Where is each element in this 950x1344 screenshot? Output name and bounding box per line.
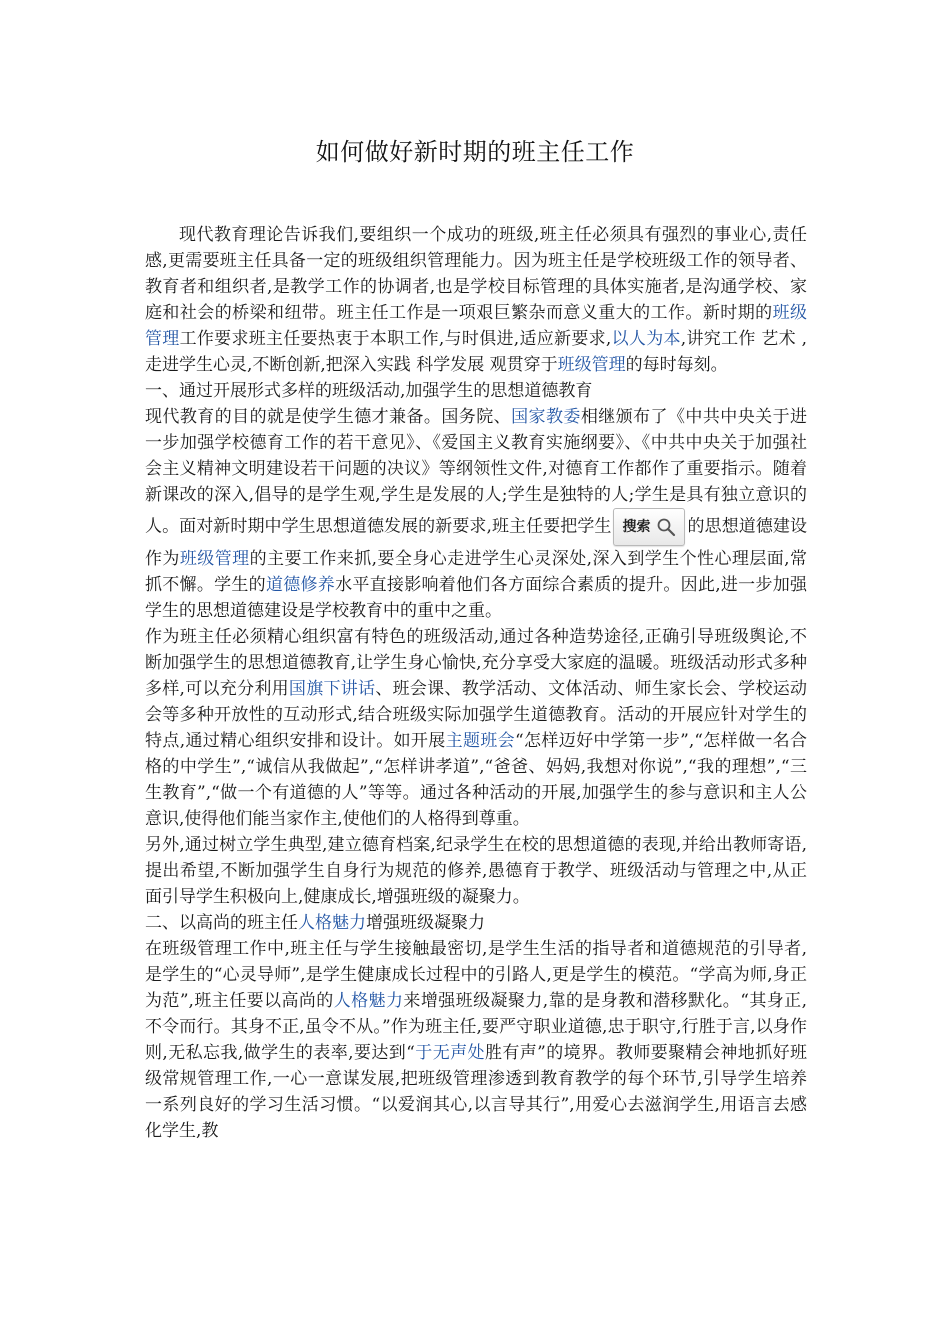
paragraph-charisma [145,936,807,1144]
search-button[interactable] [613,508,685,546]
link-personal-charisma[interactable]: 人格魅力 [298,913,366,933]
text-run: “怎样迈好中学第一步”,“怎样做一名合格的中学生”,“诚信从我做起”,“怎样讲孝道”,“爸爸、妈妈,我想对你说”,“我的理想”,“三生教育”,“做一个有道德的人”等等。通过各种活动的开展,加强学生的参与意识和主人公意识,使得他们能当家作主,使他们的人格得到尊重。 [145,731,808,829]
text-run: 现代教育理论告诉我们,要组织一个成功的班级,班主任必须具有强烈的事业心,责任感,更需要班主任具备一定的班级组织管理能力。因为班主任是学校班级工作的领导者、教育者和组织者,是教学工作的协调者,也是学校目标管理的具体实施者,是沟通学校、家庭和社会的桥梁和纽带。班主任工作是一项艰巨繁杂而意义重大的工作。新时期的 [145,225,807,323]
section-heading-1: 一、通过开展形式多样的班级活动,加强学生的思想道德教育 [145,381,593,401]
text-run: ,讲究工作 艺术 ,走进学生心灵,不断创新,把深入实践 科学发展 观贯穿于 [145,329,808,375]
paragraph-class-activities [145,624,807,832]
search-icon [656,517,676,537]
link-class-management[interactable]: 班级管理 [179,549,250,569]
text-run: 来增强班级凝聚力,靠的是身教和潜移默化。“其身正,不令而行。其身不正,虽令不从。”作为班主任,要严守职业道德,忠于职守,行胜于言,以身作则,无私忘我,做学生的表率,要达到“ [145,991,807,1063]
section-heading-2 [145,910,807,936]
text-run: 增强班级凝聚力 [366,913,485,933]
link-moral-cultivation[interactable]: 道德修养 [265,575,336,595]
page-title: 如何做好新时期的班主任工作 [315,138,635,166]
text-run: 相继颁布了《中共中央关于进一步加强学校德育工作的若干意见》、《爱国主义教育实施纲要》、《中共中央关于加强社会主义精神文明建设若干问题的决议》等纲领性文件,对德育工作都作了重要指示。随着新课改的深入,倡导的是学生观,学生是发展的人;学生是独特的人;学生是具有独立意识的人。面对新时期中学生思想道德发展的新要求,班主任要把学生 [145,407,808,537]
paragraph-role-models: 另外,通过树立学生典型,建立德育档案,纪录学生在校的思想道德的表现,并给出教师寄语,提出希望,不断加强学生自身行为规范的修养,愚德育于教学、班级活动与管理之中,从正面引导学生积极向上,健康成长,增强班级的凝聚力。 [145,835,807,907]
text-run: 胜有声”的境界。教师要聚精会神地抓好班级常规管理工作,一心一意谋发展,把班级管理渗透到教育教学的每个环节,引导学生培养一系列良好的学习生活习惯。“以爱润其心,以言导其行”,用爱心去滋润学生,用语言去感化学生,教 [145,1043,808,1141]
text-run: 的主要工作来抓,要全身心走进学生心灵深处,深入到学生个性心理层面,常抓不懈。学生的 [145,549,808,595]
link-flag-speech[interactable]: 国旗下讲话 [288,679,376,699]
link-class-management[interactable]: 班级管理 [145,303,808,349]
link-personal-charisma[interactable]: 人格魅力 [333,991,404,1011]
text-run: 在班级管理工作中,班主任与学生接触最密切,是学生生活的指导者和道德规范的引导者,是学生的“心灵导师”,是学生健康成长过程中的引路人,更是学生的模范。“学高为师,身正为范”,班主任要以高尚的 [145,939,807,1011]
text-run: 、班会课、教学活动、文体活动、师生家长会、学校运动会等多种开放性的互动形式,结合班级实际加强学生道德教育。活动的开展应针对学生的特点,通过精心组织安排和设计。如开展 [145,679,808,751]
search-button-label: 搜索 [622,519,651,535]
text-run: 水平直接影响着他们各方面综合素质的提升。因此,进一步加强学生的思想道德建设是学校教育中的重中之重。 [145,575,808,621]
link-theme-class-meeting[interactable]: 主题班会 [445,731,516,751]
text-run: 二、以高尚的班主任 [145,913,298,933]
paragraph-intro [145,222,807,378]
text-run: 作为班主任必须精心组织富有特色的班级活动,通过各种造势途径,正确引导班级舆论,不断加强学生的思想道德教育,让学生身心愉快,充分享受大家庭的温暖。班级活动形式多种多样,可以充分利用 [145,627,807,699]
text-run: 工作要求班主任要热衷于本职工作,与时俱进,适应新要求, [179,329,612,349]
link-people-oriented[interactable]: 以人为本 [611,329,681,349]
link-national-education-commission[interactable]: 国家教委 [511,407,581,427]
paragraph-moral-education [145,404,807,624]
text-run: 现代教育的目的就是使学生德才兼备。国务院、 [145,407,512,427]
text-run: 的思想道德建设作为 [145,516,808,569]
text-run: 的每时每刻。 [625,355,728,375]
link-class-management[interactable]: 班级管理 [557,355,626,375]
article-body [145,222,807,1144]
link-silence-idiom[interactable]: 于无声处 [414,1043,485,1063]
